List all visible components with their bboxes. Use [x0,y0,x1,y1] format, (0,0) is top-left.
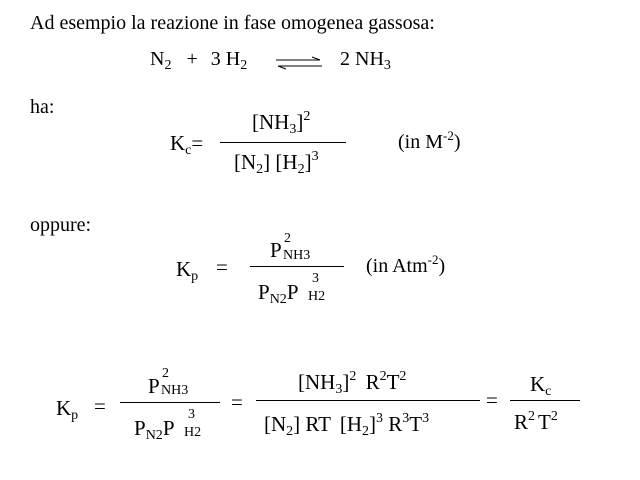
final-f1-num-exp: 2 [162,366,169,381]
final-f1-den-exp: 3 [188,407,195,422]
kc-lhs: Kc= [170,131,204,158]
final-equals-1: = [94,394,106,418]
kp-denominator: PN2P [258,280,299,307]
kp-equals: = [216,255,228,279]
kp-den-exp: 3 [312,271,319,286]
label-ha: ha: [30,96,55,118]
final-f3-numerator: Kc [530,372,552,399]
final-f1-den-sub: H2 [184,425,202,440]
final-equals-3: = [486,388,498,412]
final-f3-bar [510,400,580,401]
final-f2-bar [256,400,480,401]
kc-denominator: [N2] $[H2]^3$ [234,149,319,177]
kp-fraction-bar [250,266,344,267]
final-f2-denominator: [N2] RT $[H2]^3$ $R^3T^3$ [264,411,430,439]
kc-fraction-bar [220,142,346,143]
kp-unit: (in Atm$^{-2}$) [366,252,446,277]
reactant-h: 3 $H_2$ [210,48,248,73]
label-oppure: oppure: [30,214,92,236]
product-nh3: 2 $NH_3$ [340,48,391,73]
final-lhs: Kp [56,396,79,423]
intro-sentence: Ad esempio la reazione in fase omogenea gassosa: [30,12,435,34]
final-f3-denominator: $R^2$ $T^2$ [514,409,558,434]
reactant-n: $N_2$ [150,48,172,73]
kc-unit: (in $M^{-2}$) [398,128,461,153]
final-f2-numerator: $[NH3]^2$ $R^2T^2$ [298,369,407,397]
equilibrium-arrow-icon [276,56,322,70]
reaction-equation [150,48,247,71]
final-f1-numerator: P [148,374,160,398]
kp-num-exp: 2 [284,231,291,246]
kp-lhs: Kp [176,257,199,284]
kp-num-sub: NH3 [283,248,311,263]
final-f1-denominator: PN2P [134,416,175,443]
final-equals-2: = [231,390,243,414]
final-f1-num-sub: NH3 [161,383,189,398]
final-f1-bar [120,402,220,403]
kp-numerator: P [270,238,282,262]
kc-numerator: $[NH3]^2$ [252,109,311,137]
kp-den-sub: H2 [308,289,326,304]
plus-sign: + [186,48,198,70]
